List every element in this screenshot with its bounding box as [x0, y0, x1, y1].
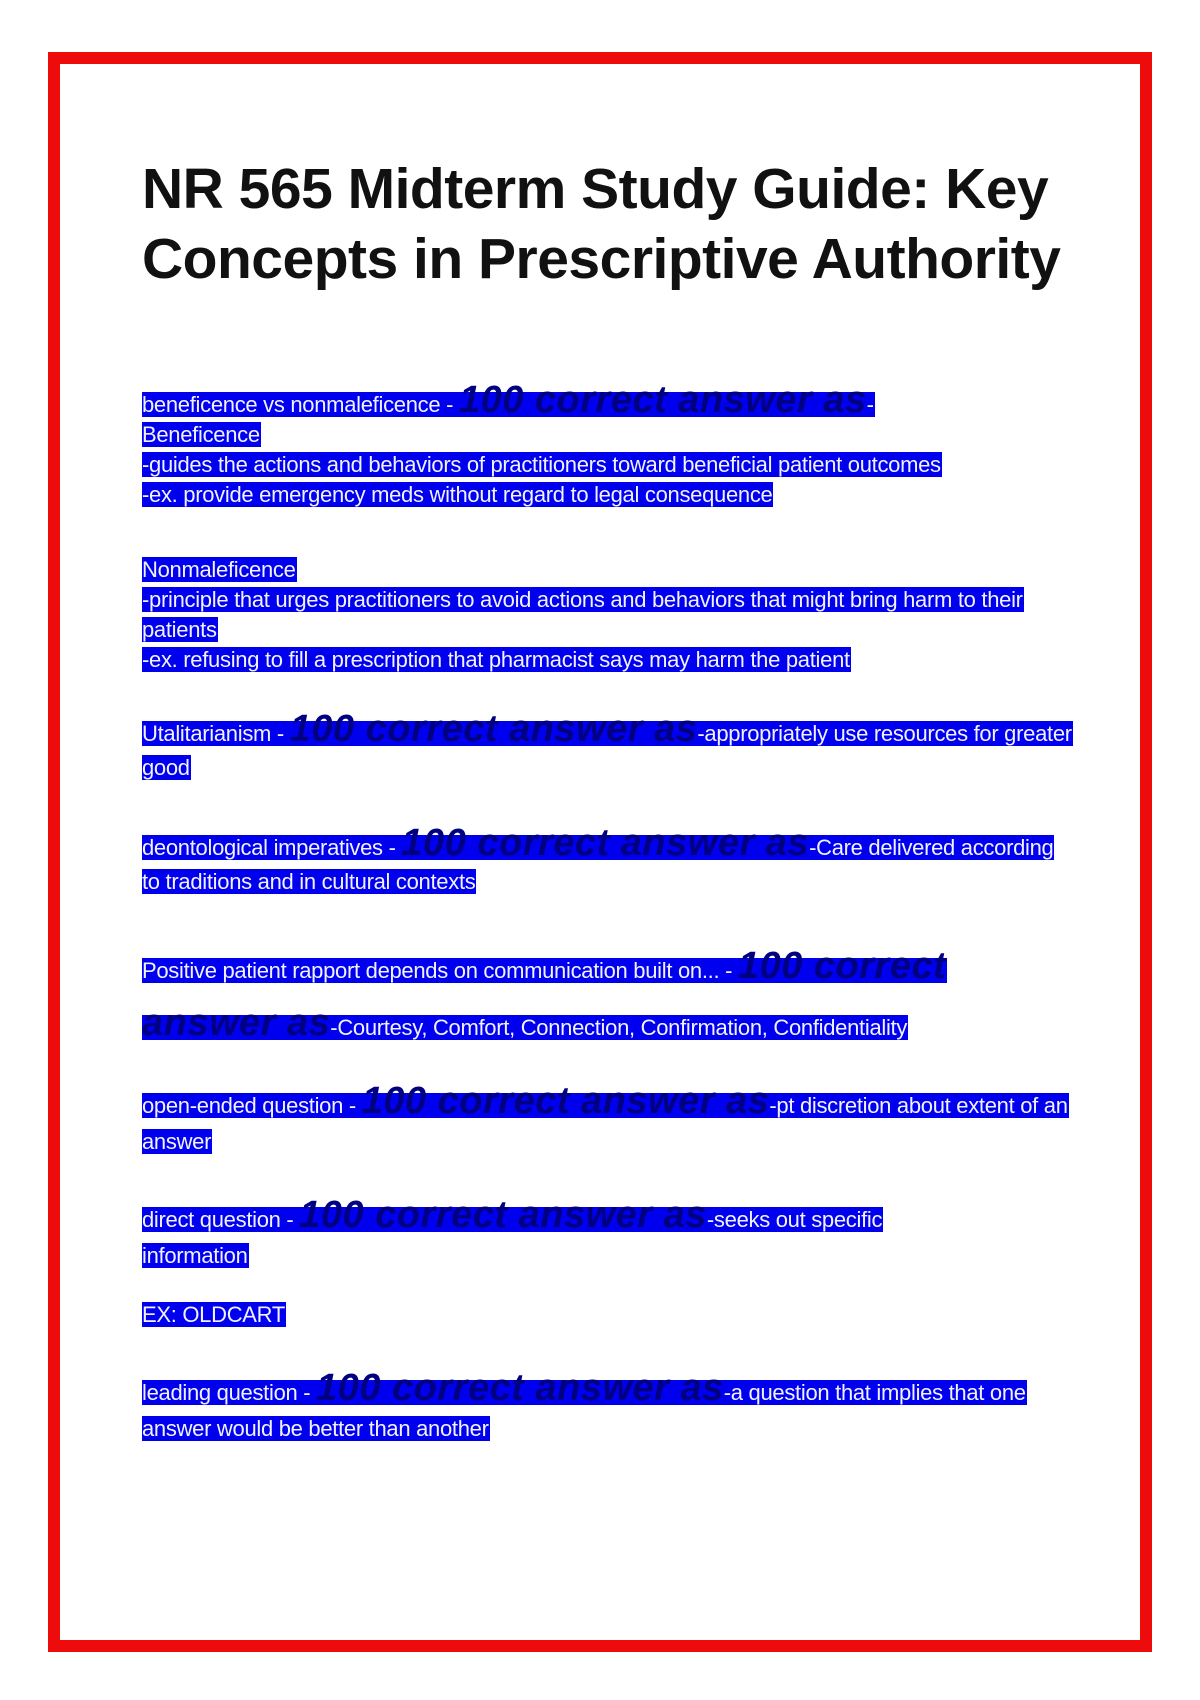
qa-item-rapport — [142, 940, 1072, 1054]
answer-line: -principle that urges practitioners to avoid actions and behaviors that might bring harm to their patients — [142, 587, 1023, 642]
qa-item-leading — [142, 1367, 1072, 1447]
term-separator: - — [271, 721, 290, 746]
answer-marker: 100 correct answer as — [289, 708, 698, 750]
answer-marker: 100 correct answer as — [361, 1080, 770, 1122]
question-term: Positive patient rapport depends on communication built on... — [142, 958, 720, 983]
qa-item-utalitarianism — [142, 708, 1072, 785]
term-separator: - — [719, 958, 738, 983]
question-term: deontological imperatives — [142, 835, 383, 860]
term-separator: - — [297, 1380, 317, 1405]
qa-item-open-ended — [142, 1080, 1072, 1160]
question-term: Utalitarianism — [142, 721, 272, 746]
qa-item-deontological — [142, 822, 1072, 899]
qa-item-direct — [142, 1194, 962, 1274]
answer-line: -guides the actions and behaviors of practitioners toward beneficial patient outcomes — [142, 452, 941, 477]
question-term: beneficence vs nonmaleficence — [142, 392, 441, 417]
question-term: leading question — [142, 1380, 298, 1405]
answer-text: -appropriately use resources for greater good — [142, 721, 1072, 780]
answer-line: -ex. refusing to fill a prescription that pharmacist says may harm the patient — [142, 647, 850, 672]
document-title: NR 565 Midterm Study Guide: Key Concepts in Prescriptive Authority — [142, 157, 1061, 291]
answer-marker: 100 correct answer as — [401, 822, 810, 864]
term-separator: - — [280, 1207, 300, 1232]
term-separator: - — [343, 1093, 362, 1118]
answer-marker: 100 correct answer as — [299, 1194, 707, 1236]
qa-item-example — [142, 1300, 1072, 1330]
question-term: direct question — [142, 1207, 281, 1232]
answer-text: -Courtesy, Comfort, Connection, Confirmation, Confidentiality — [330, 1015, 908, 1040]
answer-text: -seeks out specific information — [142, 1207, 883, 1268]
answer-marker: 100 correct answer as — [316, 1367, 724, 1409]
example-text: EX: OLDCART — [142, 1302, 285, 1327]
answer-dash: - — [866, 392, 874, 417]
answer-text: -a question that implies that one answer would be better than another — [142, 1380, 1026, 1441]
answer-marker: 100 correct answer as — [458, 379, 867, 421]
answer-line: -ex. provide emergency meds without regard to legal consequence — [142, 482, 773, 507]
term-separator: - — [440, 392, 459, 417]
answer-text: -Care delivered according to traditions and in cultural contexts — [142, 835, 1054, 894]
qa-item-nonmaleficence — [142, 555, 1072, 675]
answer-marker: 100 correct answer as — [142, 945, 947, 1044]
answer-line: Nonmaleficence — [142, 557, 296, 582]
term-separator: - — [382, 835, 402, 860]
answer-text: -pt discretion about extent of an answer — [142, 1093, 1068, 1154]
question-term: open-ended question — [142, 1093, 344, 1118]
answer-line: Beneficence — [142, 422, 260, 447]
qa-item-beneficence — [142, 379, 1072, 510]
